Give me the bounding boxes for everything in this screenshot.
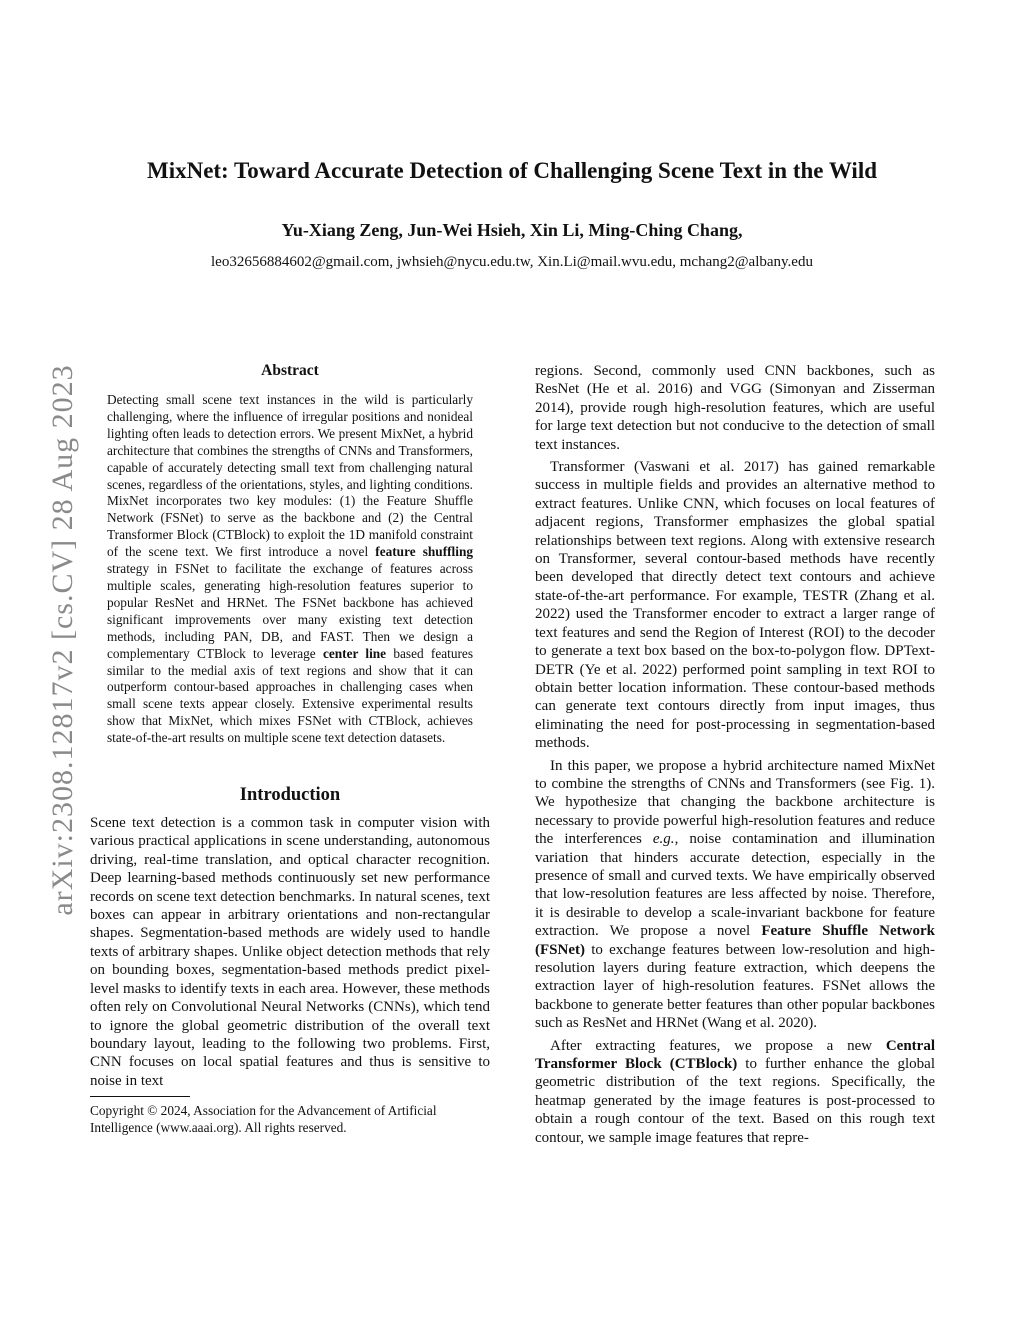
paragraph-bold-term: Central Transformer Block (CTBlock): [535, 1037, 935, 1073]
paper-title: MixNet: Toward Accurate Detection of Challenging Scene Text in the Wild: [146, 158, 877, 183]
arxiv-identifier-stamp: arXiv:2308.12817v2 [cs.CV] 28 Aug 2023: [46, 364, 79, 916]
right-column: [535, 362, 935, 1147]
introduction-paragraph: Scene text detection is a common task in computer vision with various practical applications in scene understanding, autonomous driving, real-time translation, and optical character recognition. Deep learning-based methods continuously set new performance records on scene text detection benchmarks. In natural scenes, text boxes can appear in arbitrary orientations and non-rectangular shapes. Segmentation-based methods are widely used to handle texts of arbitrary shapes. Unlike object detection methods that rely on bounding boxes, segmentation-based methods predict pixel-level masks to identify texts in each area. However, these methods often rely on Convolutional Neural Networks (CNNs), which tend to ignore the global geometric distribution of the overall text boundary layout, leading to the following two problems. First, CNN focuses on local spatial features and thus is sensitive to noise in text: [90, 815, 490, 1089]
paragraph-italic-term: e.g.: [652, 831, 675, 848]
abstract-text-part: based features similar to the medial axis of text regions and show that it can outperform contour-based approaches in challenging cases when small scene texts appear closely. Extensive experimental results show that MixNet, which mixes FSNet with CTBlock, achieves state-of-the-art results on multiple scene text detection datasets.: [107, 645, 473, 746]
footnote-divider: [90, 1096, 190, 1097]
paragraph-text-part: to further enhance the global geometric distribution of the text regions. Specifically, the heatmap generated by the image features is post-processed to obtain a rough contour of the text. Based on this rough text contour, we sample image features that repre-: [535, 1056, 935, 1146]
paragraph-text-part: After extracting features, we propose a new: [550, 1037, 886, 1054]
body-paragraph: [535, 1037, 935, 1147]
introduction-heading: Introduction: [239, 785, 341, 806]
body-paragraph: Transformer (Vaswani et al. 2017) has gained remarkable success in multiple fields and provides an alternative method to extract features. Unlike CNN, which focuses on local features of adjacent regions, Transformer emphasizes the global spatial relationships between text regions. Along with extensive research on Transformer, several contour-based methods have recently been developed that directly detect text contours and achieve state-of-the-art performance. For example, TESTR (Zhang et al. 2022) used the Transformer encoder to extract a larger range of text features and send the Region of Interest (ROI) to the decoder to generate a text box based on the box-to-polygon flow. DPText-DETR (Ye et al. 2022) performed point sampling in text ROI to obtain better location information. These contour-based methods can generate text contours directly from input images, thus eliminating the need for post-processing in segmentation-based methods.: [535, 459, 935, 752]
left-column: [90, 362, 490, 1137]
body-paragraph: [535, 757, 935, 1033]
abstract-bold-term: center line: [322, 645, 387, 661]
abstract-text-part: Detecting small scene text instances in the wild is particularly challenging, where the influence of irregular positions and nonideal lighting often leads to detection errors. We present MixNet, a hybrid architecture that combines the strengths of CNNs and Transformers, capable of accurately detecting small text from challenging natural scenes, regardless of the orientations, styles, and lighting conditions. MixNet incorporates two key modules: (1) the Feature Shuffle Network (FSNet) to serve as the backbone and (2) the Central Transformer Block (CTBlock) to exploit the 1D manifold constraint of the scene text. We first introduce a novel: [107, 392, 473, 560]
paragraph-bold-term: Feature Shuffle Network (FSNet): [535, 923, 935, 958]
paragraph-text-part: , noise contamination and illumination variation that hinders accurate detection, especially in the presence of small and curved texts. We have empirically observed that low-resolution features are less affected by noise. Therefore, it is desirable to develop a scale-invariant backbone for feature extraction. We propose a novel: [535, 831, 935, 940]
paragraph-text-part: In this paper, we propose a hybrid architecture named MixNet to combine the strengths of CNNs and Transformers (see Fig. 1). We hypothesize that changing the backbone architecture is necessary to provide powerful high-resolution features and reduce the interferences: [535, 757, 935, 848]
copyright-footnote: Copyright © 2024, Association for the Advancement of Artificial Intelligence (www.aaai.org). All rights reserved.: [90, 1103, 437, 1135]
paragraph-text-part: to exchange features between low-resolution and high-resolution layers during feature extraction, which deepens the extraction layer of high-resolution features. FSNet allows the backbone to generate better features than other popular backbones such as ResNet and HRNet (Wang et al. 2020).: [535, 941, 935, 1032]
body-paragraph: regions. Second, commonly used CNN backbones, such as ResNet (He et al. 2016) and VGG (Simonyan and Zisserman 2014), provide rough high-resolution features, which are useful for large text detection but not conducive to the detection of small text instances.: [535, 363, 935, 453]
author-list: Yu-Xiang Zeng, Jun-Wei Hsieh, Xin Li, Ming-Ching Chang,: [281, 220, 743, 240]
author-emails: leo32656884602@gmail.com, jwhsieh@nycu.edu.tw, Xin.Li@mail.wvu.edu, mchang2@albany.edu: [211, 254, 813, 270]
abstract-text-part: strategy in FSNet to facilitate the exchange of features across multiple scales, generating high-resolution features superior to popular ResNet and HRNet. The FSNet backbone has achieved significant improvements over many existing text detection methods, including PAN, DB, and FAST. Then we design a complementary CTBlock to leverage: [107, 561, 473, 661]
abstract-heading: Abstract: [261, 362, 319, 379]
abstract-body: [107, 392, 473, 747]
abstract-bold-term: feature shuffling: [375, 544, 473, 560]
